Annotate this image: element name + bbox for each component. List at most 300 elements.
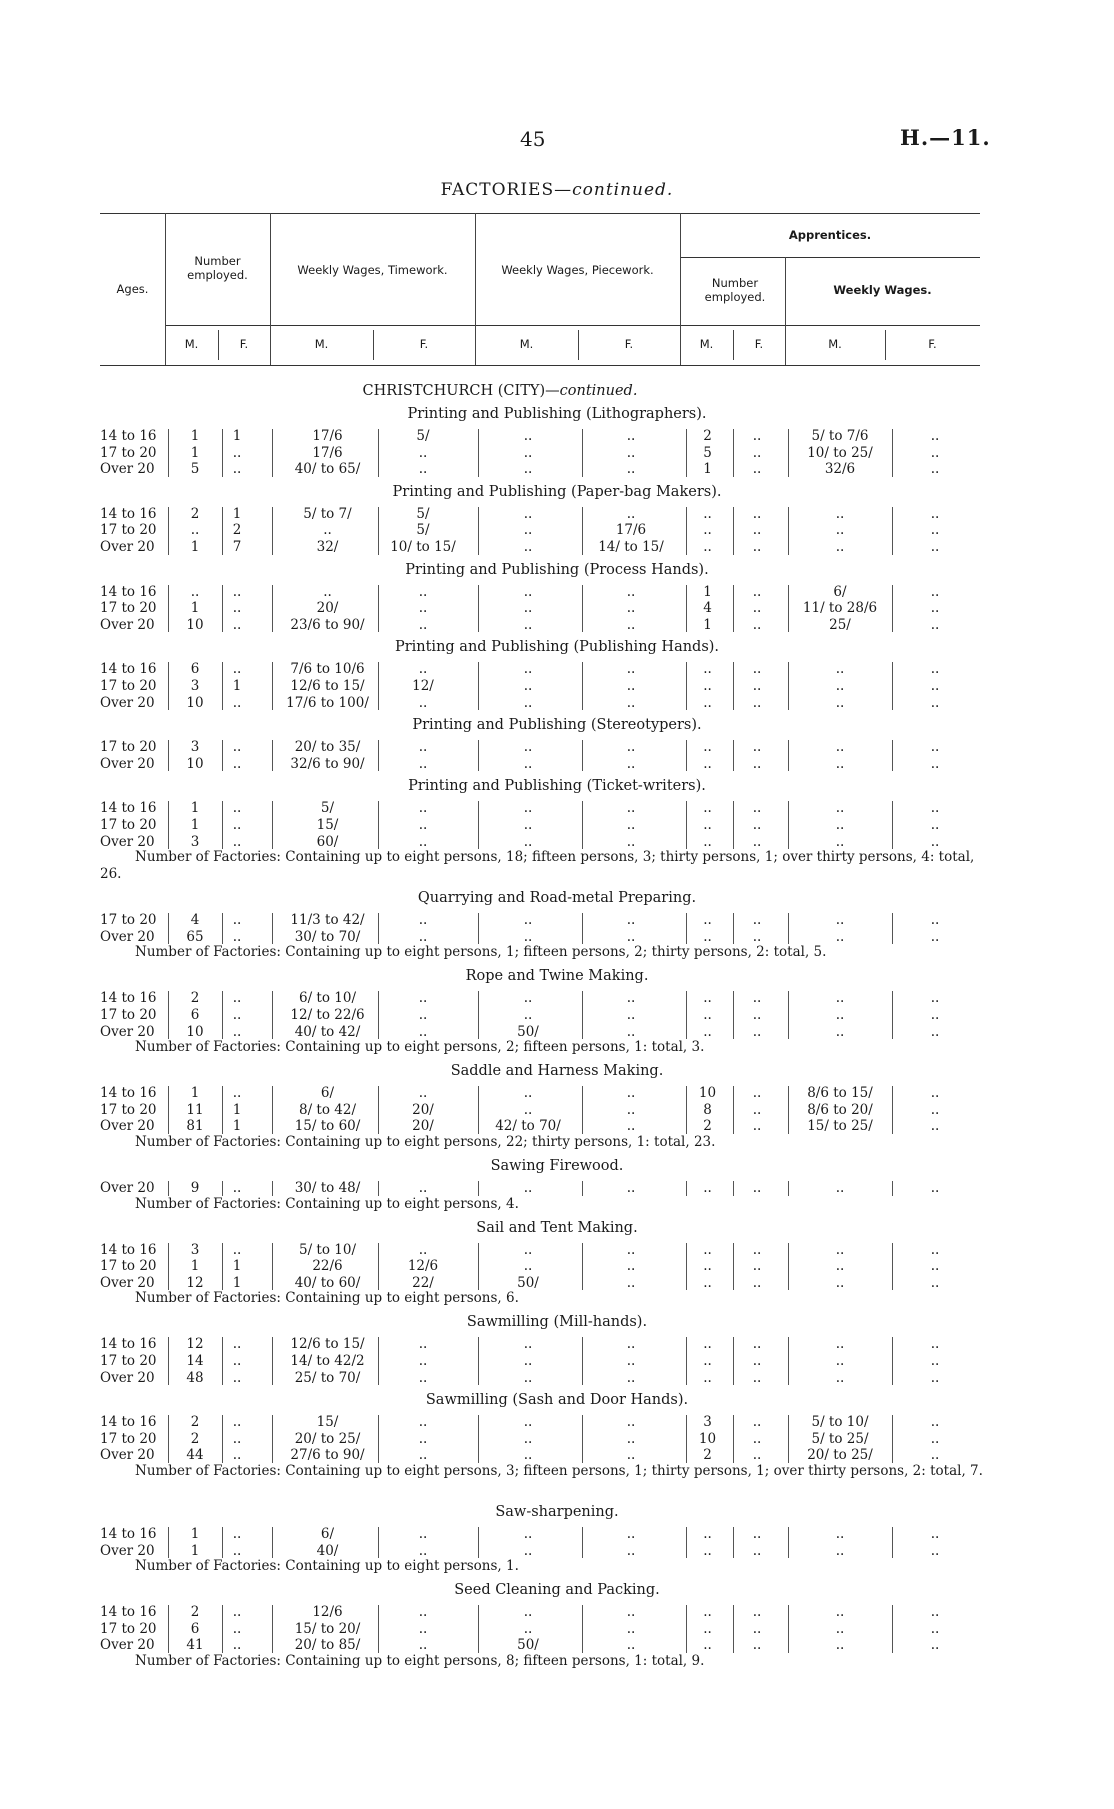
column-divider (222, 1181, 223, 1196)
district-name: CHRISTCHURCH (CITY)— (362, 383, 560, 399)
column-divider (168, 1337, 169, 1385)
column-divider (272, 429, 273, 477)
column-divider (222, 1415, 223, 1463)
column-divider (582, 1605, 583, 1653)
cell-apprentice-wages-f: .. (930, 1414, 940, 1431)
cell-age: Over 20 (100, 539, 155, 555)
column-divider (272, 1243, 273, 1291)
column-divider (733, 1527, 734, 1558)
cell-number-f: .. (232, 1620, 242, 1637)
cell-age: 14 to 16 (100, 1241, 157, 1258)
column-divider (788, 429, 789, 477)
cell-timework-f: .. (418, 833, 428, 850)
cell-apprentice-number-m: 2 (703, 428, 712, 444)
column-divider (222, 429, 223, 477)
cell-apprentice-number-f: .. (752, 1430, 762, 1447)
cell-age: 17 to 20 (100, 1258, 157, 1275)
cell-apprentice-wages-m: .. (835, 739, 845, 756)
factories-summary: Number of Factories: Containing up to eight persons, 4. (135, 1195, 519, 1212)
cell-number-f: .. (232, 1526, 242, 1542)
cell-timework-m: 30/ to 70/ (294, 928, 361, 945)
column-divider (733, 913, 734, 944)
cell-timework-f: 10/ to 15/ (390, 539, 456, 555)
cell-piecework-f: 17/6 (615, 522, 647, 539)
factories-summary: Number of Factories: Containing up to eight persons, 1. (135, 1558, 519, 1575)
cell-number-m: 3 (190, 833, 200, 850)
column-divider (582, 1181, 583, 1196)
cell-piecework-f: .. (626, 1447, 636, 1464)
column-divider (733, 1337, 734, 1385)
cell-number-m: 6 (190, 1007, 200, 1023)
cell-timework-f: .. (418, 800, 428, 817)
cell-piecework-f: .. (626, 694, 636, 711)
cell-apprentice-number-f: .. (752, 1637, 762, 1654)
column-divider (788, 507, 789, 555)
column-divider (168, 1605, 169, 1653)
column-divider (478, 507, 479, 555)
cell-number-f: 1 (232, 428, 242, 444)
cell-timework-m: 32/6 to 90/ (290, 755, 365, 772)
cell-piecework-f: .. (626, 833, 636, 850)
cell-number-f: .. (232, 990, 242, 1007)
column-divider (222, 585, 223, 633)
cell-number-f: 1 (232, 1274, 242, 1291)
cell-apprentice-number-f: .. (752, 817, 762, 833)
column-divider (478, 801, 479, 849)
cell-number-m: 1 (190, 800, 200, 817)
column-divider (733, 507, 734, 555)
factories-summary: Number of Factories: Containing up to eight persons, 1; fifteen persons, 2; thirty persons, 2: total, 5. (135, 944, 827, 961)
column-divider (222, 1243, 223, 1291)
column-divider (788, 740, 789, 771)
cell-age: 14 to 16 (100, 661, 157, 678)
cell-apprentice-number-m: 1 (703, 583, 712, 600)
cell-age: Over 20 (100, 1118, 155, 1135)
cell-apprentice-number-f: .. (752, 1542, 762, 1559)
cell-timework-m: 30/ to 48/ (294, 1180, 361, 1196)
cell-timework-f: 12/ (412, 678, 434, 694)
cell-apprentice-wages-f: .. (930, 1101, 940, 1118)
cell-apprentice-number-m: .. (703, 833, 712, 850)
cell-apprentice-number-f: .. (752, 461, 762, 478)
column-divider (582, 1086, 583, 1134)
cell-number-m: 41 (186, 1637, 204, 1654)
cell-piecework-f: .. (626, 912, 636, 929)
cell-apprentice-wages-m: .. (835, 755, 845, 772)
cell-timework-m: 15/ (316, 1414, 339, 1431)
cell-apprentice-number-f: .. (752, 1023, 762, 1040)
cell-apprentice-wages-f: .. (930, 1085, 940, 1102)
cell-apprentice-wages-f: .. (930, 461, 940, 478)
cell-piecework-f: .. (626, 428, 636, 444)
column-divider (222, 507, 223, 555)
cell-apprentice-number-m: .. (703, 990, 712, 1007)
cell-piecework-f: .. (626, 1274, 636, 1291)
cell-piecework-m: .. (523, 1101, 533, 1118)
cell-apprentice-number-f: .. (752, 800, 762, 817)
cell-piecework-m: .. (523, 833, 533, 850)
header-f: F. (928, 337, 937, 351)
column-divider (272, 662, 273, 710)
cell-apprentice-wages-m: .. (835, 1274, 845, 1291)
cell-age: 17 to 20 (100, 739, 157, 756)
cell-piecework-f: .. (626, 1023, 636, 1040)
cell-number-m: 2 (190, 990, 200, 1007)
cell-piecework-m: .. (523, 583, 533, 600)
cell-timework-f: .. (418, 817, 428, 833)
column-divider (168, 1086, 169, 1134)
cell-number-f: .. (232, 800, 242, 817)
column-divider (378, 740, 379, 771)
column-divider (788, 913, 789, 944)
cell-piecework-f: .. (626, 1118, 636, 1135)
cell-apprentice-wages-f: .. (930, 1542, 940, 1559)
cell-apprentice-number-m: 5 (703, 444, 712, 461)
column-divider (892, 1243, 893, 1291)
column-divider (478, 913, 479, 944)
cell-timework-f: 12/6 (407, 1258, 439, 1275)
cell-age: 17 to 20 (100, 444, 157, 461)
cell-piecework-m: .. (523, 1542, 533, 1559)
column-divider (478, 1181, 479, 1196)
column-divider (168, 1243, 169, 1291)
cell-piecework-m: .. (523, 1258, 533, 1275)
cell-apprentice-wages-m: 32/6 (824, 461, 856, 478)
cell-age: 17 to 20 (100, 912, 157, 929)
cell-timework-m: 6/ (320, 1526, 335, 1542)
cell-piecework-m: .. (523, 1353, 533, 1369)
cell-apprentice-number-m: .. (703, 817, 712, 833)
section-title: Seed Cleaning and Packing. (454, 1582, 660, 1599)
cell-apprentice-wages-f: .. (930, 678, 940, 694)
cell-timework-m: 20/ (316, 600, 339, 617)
column-divider (478, 585, 479, 633)
cell-apprentice-wages-m: .. (835, 1258, 845, 1275)
cell-timework-m: .. (323, 522, 332, 539)
cell-apprentice-number-m: .. (703, 678, 712, 694)
cell-piecework-f: .. (626, 444, 636, 461)
cell-piecework-f: .. (626, 1526, 636, 1542)
cell-timework-f: .. (418, 912, 428, 929)
cell-timework-m: 32/ (316, 539, 339, 555)
factories-summary: Number of Factories: Containing up to eight persons, 3; fifteen persons, 1; thirty persons, 1; over thirty persons, 2: total, 7. (135, 1463, 983, 1479)
cell-apprentice-wages-f: .. (930, 990, 940, 1007)
section-title: Printing and Publishing (Ticket-writers). (408, 778, 706, 795)
cell-apprentice-wages-m: .. (835, 1336, 845, 1353)
cell-number-m: 1 (190, 1526, 200, 1542)
cell-piecework-f: .. (626, 1336, 636, 1353)
cell-timework-f: 20/ (412, 1118, 434, 1135)
column-divider (168, 585, 169, 633)
cell-apprentice-wages-m: .. (835, 912, 845, 929)
column-divider (272, 1086, 273, 1134)
cell-piecework-m: .. (523, 1414, 533, 1431)
cell-apprentice-wages-m: .. (835, 817, 845, 833)
cell-number-m: 2 (190, 1414, 200, 1431)
cell-apprentice-wages-m: .. (835, 1241, 845, 1258)
cell-number-m: 1 (190, 1258, 200, 1275)
cell-apprentice-number-m: 4 (703, 600, 712, 617)
cell-piecework-f: .. (626, 739, 636, 756)
cell-apprentice-wages-f: .. (930, 833, 940, 850)
cell-timework-f: .. (418, 583, 428, 600)
cell-timework-f: .. (418, 1180, 428, 1196)
cell-number-m: 10 (186, 694, 204, 711)
column-divider (686, 1243, 687, 1291)
header-mf-rule (165, 325, 980, 326)
cell-timework-m: 12/ to 22/6 (290, 1007, 365, 1023)
cell-number-f: .. (232, 1023, 242, 1040)
cell-apprentice-wages-m: .. (835, 505, 845, 522)
cell-number-f: .. (232, 928, 242, 945)
factories-summary: Number of Factories: Containing up to eight persons, 6. (135, 1290, 519, 1307)
factories-summary: Number of Factories: Containing up to eight persons, 2; fifteen persons, 1: total, 3. (135, 1039, 705, 1056)
cell-apprentice-number-f: .. (752, 912, 762, 929)
cell-apprentice-number-f: .. (752, 444, 762, 461)
cell-apprentice-wages-f: .. (930, 739, 940, 756)
cell-number-f: .. (232, 833, 242, 850)
cell-piecework-m: .. (523, 1604, 533, 1621)
cell-number-f: 1 (232, 1118, 242, 1135)
column-divider (378, 1415, 379, 1463)
section-title: Saw-sharpening. (495, 1504, 619, 1520)
column-divider (222, 1605, 223, 1653)
cell-number-m: 81 (186, 1118, 204, 1135)
cell-apprentice-number-m: .. (703, 1369, 712, 1386)
column-divider (272, 991, 273, 1039)
column-divider (892, 1605, 893, 1653)
cell-piecework-f: .. (626, 1101, 636, 1118)
cell-age: Over 20 (100, 928, 155, 945)
cell-timework-f: .. (418, 1414, 428, 1431)
column-divider (582, 429, 583, 477)
cell-age: 14 to 16 (100, 428, 157, 444)
cell-apprentice-number-m: .. (703, 755, 712, 772)
cell-apprentice-wages-f: .. (930, 800, 940, 817)
cell-timework-f: .. (418, 1241, 428, 1258)
column-divider (222, 662, 223, 710)
cell-apprentice-wages-f: .. (930, 505, 940, 522)
cell-timework-m: 12/6 (312, 1604, 343, 1621)
cell-apprentice-number-m: .. (703, 739, 712, 756)
cell-timework-f: .. (418, 661, 428, 678)
column-divider (892, 1086, 893, 1134)
cell-apprentice-wages-f: .. (930, 1620, 940, 1637)
cell-piecework-f: .. (626, 817, 636, 833)
column-divider (272, 1337, 273, 1385)
cell-apprentice-wages-f: .. (930, 522, 940, 539)
cell-apprentice-wages-m: .. (835, 928, 845, 945)
cell-timework-m: 6/ (320, 1085, 335, 1102)
cell-number-m: 10 (186, 616, 204, 633)
cell-apprentice-number-m: 1 (703, 616, 712, 633)
cell-apprentice-number-f: .. (752, 1369, 762, 1386)
column-divider (686, 585, 687, 633)
cell-apprentice-wages-f: .. (930, 616, 940, 633)
cell-number-f: .. (232, 661, 242, 678)
cell-apprentice-wages-m: 5/ to 10/ (811, 1414, 869, 1431)
cell-piecework-f: .. (626, 1414, 636, 1431)
cell-number-m: 12 (186, 1274, 204, 1291)
column-divider (222, 913, 223, 944)
column-divider (686, 1181, 687, 1196)
column-divider (272, 1415, 273, 1463)
cell-apprentice-number-f: .. (752, 928, 762, 945)
cell-timework-f: .. (418, 1369, 428, 1386)
cell-number-f: .. (232, 1604, 242, 1621)
cell-number-f: .. (232, 755, 242, 772)
cell-age: Over 20 (100, 833, 155, 850)
cell-piecework-m: .. (523, 1180, 533, 1196)
cell-piecework-m: 50/ (517, 1637, 539, 1654)
cell-piecework-m: .. (523, 694, 533, 711)
cell-apprentice-wages-m: 20/ to 25/ (807, 1447, 873, 1464)
factories-summary: Number of Factories: Containing up to eight persons, 8; fifteen persons, 1: total, 9. (135, 1653, 705, 1669)
cell-number-m: .. (190, 522, 200, 539)
column-divider (582, 991, 583, 1039)
section-title: Sail and Tent Making. (476, 1219, 638, 1236)
cell-apprentice-number-m: .. (703, 1023, 712, 1040)
cell-timework-m: 40/ to 65/ (294, 461, 361, 478)
column-divider (686, 507, 687, 555)
cell-number-f: .. (232, 444, 242, 461)
cell-piecework-f: .. (626, 600, 636, 617)
column-divider (892, 507, 893, 555)
cell-timework-m: 60/ (316, 833, 339, 850)
cell-piecework-m: .. (523, 990, 533, 1007)
cell-timework-f: .. (418, 755, 428, 772)
column-divider (788, 1337, 789, 1385)
cell-number-f: 1 (232, 1101, 242, 1118)
cell-age: Over 20 (100, 1369, 155, 1386)
column-divider (378, 913, 379, 944)
cell-timework-f: .. (418, 694, 428, 711)
cell-apprentice-wages-m: .. (835, 800, 845, 817)
column-divider (378, 1527, 379, 1558)
column-divider (272, 801, 273, 849)
column-divider (582, 662, 583, 710)
column-divider (686, 429, 687, 477)
cell-age: Over 20 (100, 694, 155, 711)
cell-age: 17 to 20 (100, 1007, 157, 1023)
column-divider (378, 585, 379, 633)
cell-piecework-f: .. (626, 1604, 636, 1621)
section-title: Printing and Publishing (Paper-bag Makers). (392, 483, 722, 500)
cell-timework-m: 11/3 to 42/ (290, 912, 365, 929)
cell-number-f: .. (232, 600, 242, 617)
cell-apprentice-number-f: .. (752, 739, 762, 756)
column-divider (168, 662, 169, 710)
column-divider (733, 429, 734, 477)
cell-timework-f: .. (418, 1542, 428, 1559)
column-divider (686, 991, 687, 1039)
cell-timework-m: 17/6 to 100/ (286, 694, 369, 711)
cell-piecework-m: .. (523, 739, 533, 756)
cell-piecework-m: .. (523, 1526, 533, 1542)
cell-number-m: 9 (190, 1180, 200, 1196)
column-divider (272, 1527, 273, 1558)
column-divider (168, 429, 169, 477)
cell-timework-m: 15/ to 60/ (294, 1118, 361, 1135)
cell-apprentice-number-m: .. (703, 1274, 712, 1291)
cell-apprentice-number-m: .. (703, 1542, 712, 1559)
column-divider (686, 913, 687, 944)
cell-apprentice-number-f: .. (752, 1336, 762, 1353)
cell-number-f: 2 (232, 522, 242, 539)
cell-apprentice-wages-f: .. (930, 583, 940, 600)
section-title: Printing and Publishing (Publishing Hands). (394, 639, 720, 656)
cell-apprentice-wages-f: .. (930, 661, 940, 678)
cell-piecework-f: .. (626, 661, 636, 678)
column-divider (168, 1415, 169, 1463)
cell-number-m: 1 (190, 817, 200, 833)
cell-timework-f: .. (418, 1430, 428, 1447)
cell-age: 17 to 20 (100, 1620, 157, 1637)
cell-piecework-m: .. (523, 600, 533, 617)
cell-piecework-f: .. (626, 461, 636, 478)
cell-timework-f: .. (418, 1620, 428, 1637)
cell-piecework-m: .. (523, 678, 533, 694)
column-divider (222, 991, 223, 1039)
cell-timework-f: 5/ (416, 428, 430, 444)
cell-apprentice-number-m: .. (703, 1336, 712, 1353)
section-title: Saddle and Harness Making. (450, 1063, 664, 1080)
header-m: M. (699, 337, 714, 351)
cell-apprentice-wages-m: .. (835, 539, 845, 555)
cell-apprentice-number-f: .. (752, 678, 762, 694)
cell-apprentice-wages-f: .. (930, 1274, 940, 1291)
cell-number-m: 3 (190, 1241, 200, 1258)
header-f: F. (754, 337, 764, 351)
cell-number-f: 1 (232, 1258, 242, 1275)
column-divider (378, 991, 379, 1039)
column-divider (478, 1415, 479, 1463)
cell-piecework-f: .. (626, 1007, 636, 1023)
column-divider (788, 585, 789, 633)
cell-timework-f: .. (418, 739, 428, 756)
column-divider (272, 740, 273, 771)
cell-age: 14 to 16 (100, 1604, 157, 1621)
cell-timework-m: 6/ to 10/ (299, 990, 356, 1007)
cell-timework-f: .. (418, 444, 428, 461)
column-divider (733, 740, 734, 771)
cell-piecework-m: .. (523, 539, 533, 555)
cell-apprentice-wages-m: 8/6 to 15/ (807, 1085, 873, 1102)
header-apprentice-wages: Weekly Wages. (833, 283, 932, 297)
apprentices-rule (680, 257, 980, 258)
header-weekly-piecework: Weekly Wages, Piecework. (501, 263, 654, 277)
cell-piecework-m: .. (523, 461, 533, 478)
section-title: Sawmilling (Sash and Door Hands). (425, 1392, 689, 1409)
cell-apprentice-wages-f: .. (930, 1241, 940, 1258)
cell-age: Over 20 (100, 1542, 155, 1559)
column-divider (168, 991, 169, 1039)
column-divider (272, 507, 273, 555)
cell-age: 14 to 16 (100, 583, 157, 600)
column-divider (378, 1337, 379, 1385)
cell-apprentice-number-m: .. (703, 1353, 712, 1369)
cell-apprentice-number-f: .. (752, 539, 762, 555)
cell-apprentice-wages-m: .. (835, 1023, 845, 1040)
column-divider (222, 740, 223, 771)
cell-piecework-m: .. (523, 616, 533, 633)
cell-apprentice-wages-m: .. (835, 678, 845, 694)
column-divider (478, 662, 479, 710)
cell-timework-m: .. (323, 583, 332, 600)
cell-number-f: .. (232, 912, 242, 929)
cell-piecework-f: .. (626, 1353, 636, 1369)
cell-number-m: 2 (190, 505, 200, 522)
